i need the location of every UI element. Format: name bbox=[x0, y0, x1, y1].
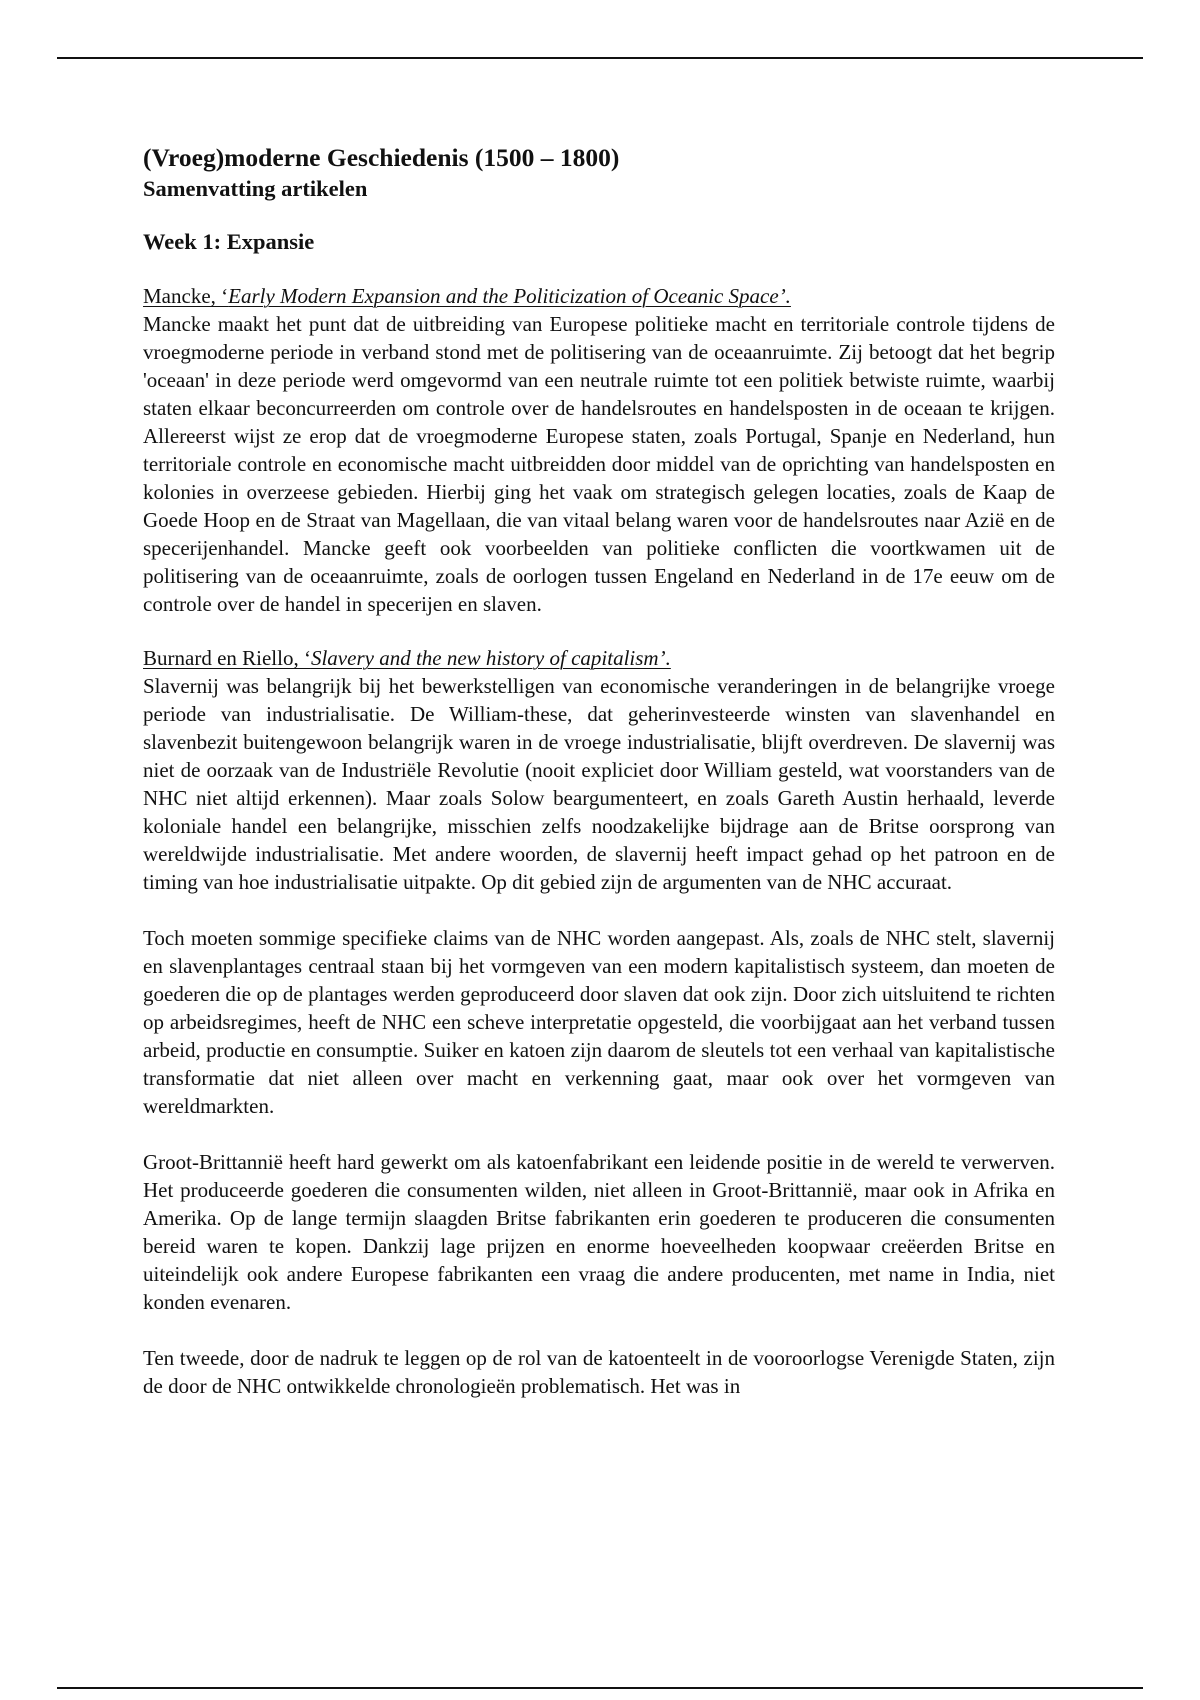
article-mancke bbox=[143, 282, 1055, 618]
article-paragraph: Groot-Brittannië heeft hard gewerkt om als katoenfabrikant een leidende positie in de wereld te verwerven. Het produceerde goederen die consumenten wilden, niet alleen in Groot-Brittannië, maar ook in Afrika en Amerika. Op de lange termijn slaagden Britse fabrikanten erin goederen te produceren die consumenten bereid waren te kopen. Dankzij lage prijzen en enorme hoeveelheden koopwaar creëerden Britse en uiteindelijk ook andere Europese fabrikanten een vraag die andere producenten, met name in India, niet konden evenaren. bbox=[143, 1150, 1055, 1314]
article-paragraph: Slavernij was belangrijk bij het bewerkstelligen van economische veranderingen in de belangrijke vroege periode van industrialisatie. De William-these, dat geherinvesteerde winsten van slavenhandel en slavenbezit buitengewoon belangrijk waren in de vroege industrialisatie, blijft overdreven. De slavernij was niet de oorzaak van de Industriële Revolutie (nooit expliciet door William gesteld, wat voorstanders van de NHC niet altijd erkennen). Maar zoals Solow beargumenteert, en zoals Gareth Austin herhaald, leverde koloniale handel een belangrijke, misschien zelfs noodzakelijke bijdrage aan de Britse oorsprong van wereldwijde industrialisatie. Met andere woorden, de slavernij heeft impact gehad op het patroon en de timing van hoe industrialisatie uitpakte. Op dit gebied zijn de argumenten van de NHC accuraat. bbox=[143, 674, 1055, 894]
article-title: Slavery and the new history of capitalism’. bbox=[310, 646, 671, 670]
document-title: (Vroeg)moderne Geschiedenis (1500 – 1800) bbox=[143, 143, 620, 172]
article-paragraph: Ten tweede, door de nadruk te leggen op de rol van de katoenteelt in de vooroorlogse Verenigde Staten, zijn de door de NHC ontwikkelde chronologieën problematisch. Het was in bbox=[143, 1346, 1055, 1398]
article-burnard-riello bbox=[143, 644, 1055, 1400]
document-subtitle: Samenvatting artikelen bbox=[143, 176, 368, 201]
week-heading: Week 1: Expansie bbox=[143, 229, 315, 254]
footer-rule bbox=[57, 1687, 1143, 1689]
article-reference bbox=[143, 282, 791, 310]
article-author: Burnard en Riello, ‘ bbox=[143, 646, 311, 670]
article-reference bbox=[143, 644, 671, 672]
page-content bbox=[143, 142, 1055, 1400]
article-paragraph: Mancke maakt het punt dat de uitbreiding van Europese politieke macht en territoriale controle tijdens de vroegmoderne periode in verband stond met de politisering van de oceaanruimte. Zij betoogt dat het begrip 'oceaan' in deze periode werd omgevormd van een neutrale ruimte tot een politiek betwiste ruimte, waarbij staten elkaar beconcurreerden om controle over de handelsroutes en handelsposten in de oceaan te krijgen. Allereerst wijst ze erop dat de vroegmoderne Europese staten, zoals Portugal, Spanje en Nederland, hun territoriale controle en economische macht uitbreidden door middel van de oprichting van handelsposten en kolonies in overzeese gebieden. Hierbij ging het vaak om strategisch gelegen locaties, zoals de Kaap de Goede Hoop en de Straat van Magellaan, die van vitaal belang waren voor de handelsroutes naar Azië en de specerijenhandel. Mancke geeft ook voorbeelden van politieke conflicten die voortkwamen uit de politisering van de oceaanruimte, zoals de oorlogen tussen Engeland en Nederland in de 17e eeuw om de controle over de handel in specerijen en slaven. bbox=[143, 312, 1055, 616]
article-paragraph: Toch moeten sommige specifieke claims van de NHC worden aangepast. Als, zoals de NHC stelt, slavernij en slavenplantages centraal staan bij het vormgeven van een modern kapitalistisch systeem, dan moeten de goederen die op de plantages werden geproduceerd door slaven dat ook zijn. Door zich uitsluitend te richten op arbeidsregimes, heeft de NHC een scheve interpretatie opgesteld, die voorbijgaat aan het verband tussen arbeid, productie en consumptie. Suiker en katoen zijn daarom de sleutels tot een verhaal van kapitalistische transformatie dat niet alleen over macht en verkenning gaat, maar ook over het vormgeven van wereldmarkten. bbox=[143, 926, 1055, 1118]
header-rule bbox=[57, 57, 1143, 59]
article-author: Mancke, ‘ bbox=[143, 284, 229, 308]
article-title: Early Modern Expansion and the Politicization of Oceanic Space’. bbox=[228, 284, 791, 308]
